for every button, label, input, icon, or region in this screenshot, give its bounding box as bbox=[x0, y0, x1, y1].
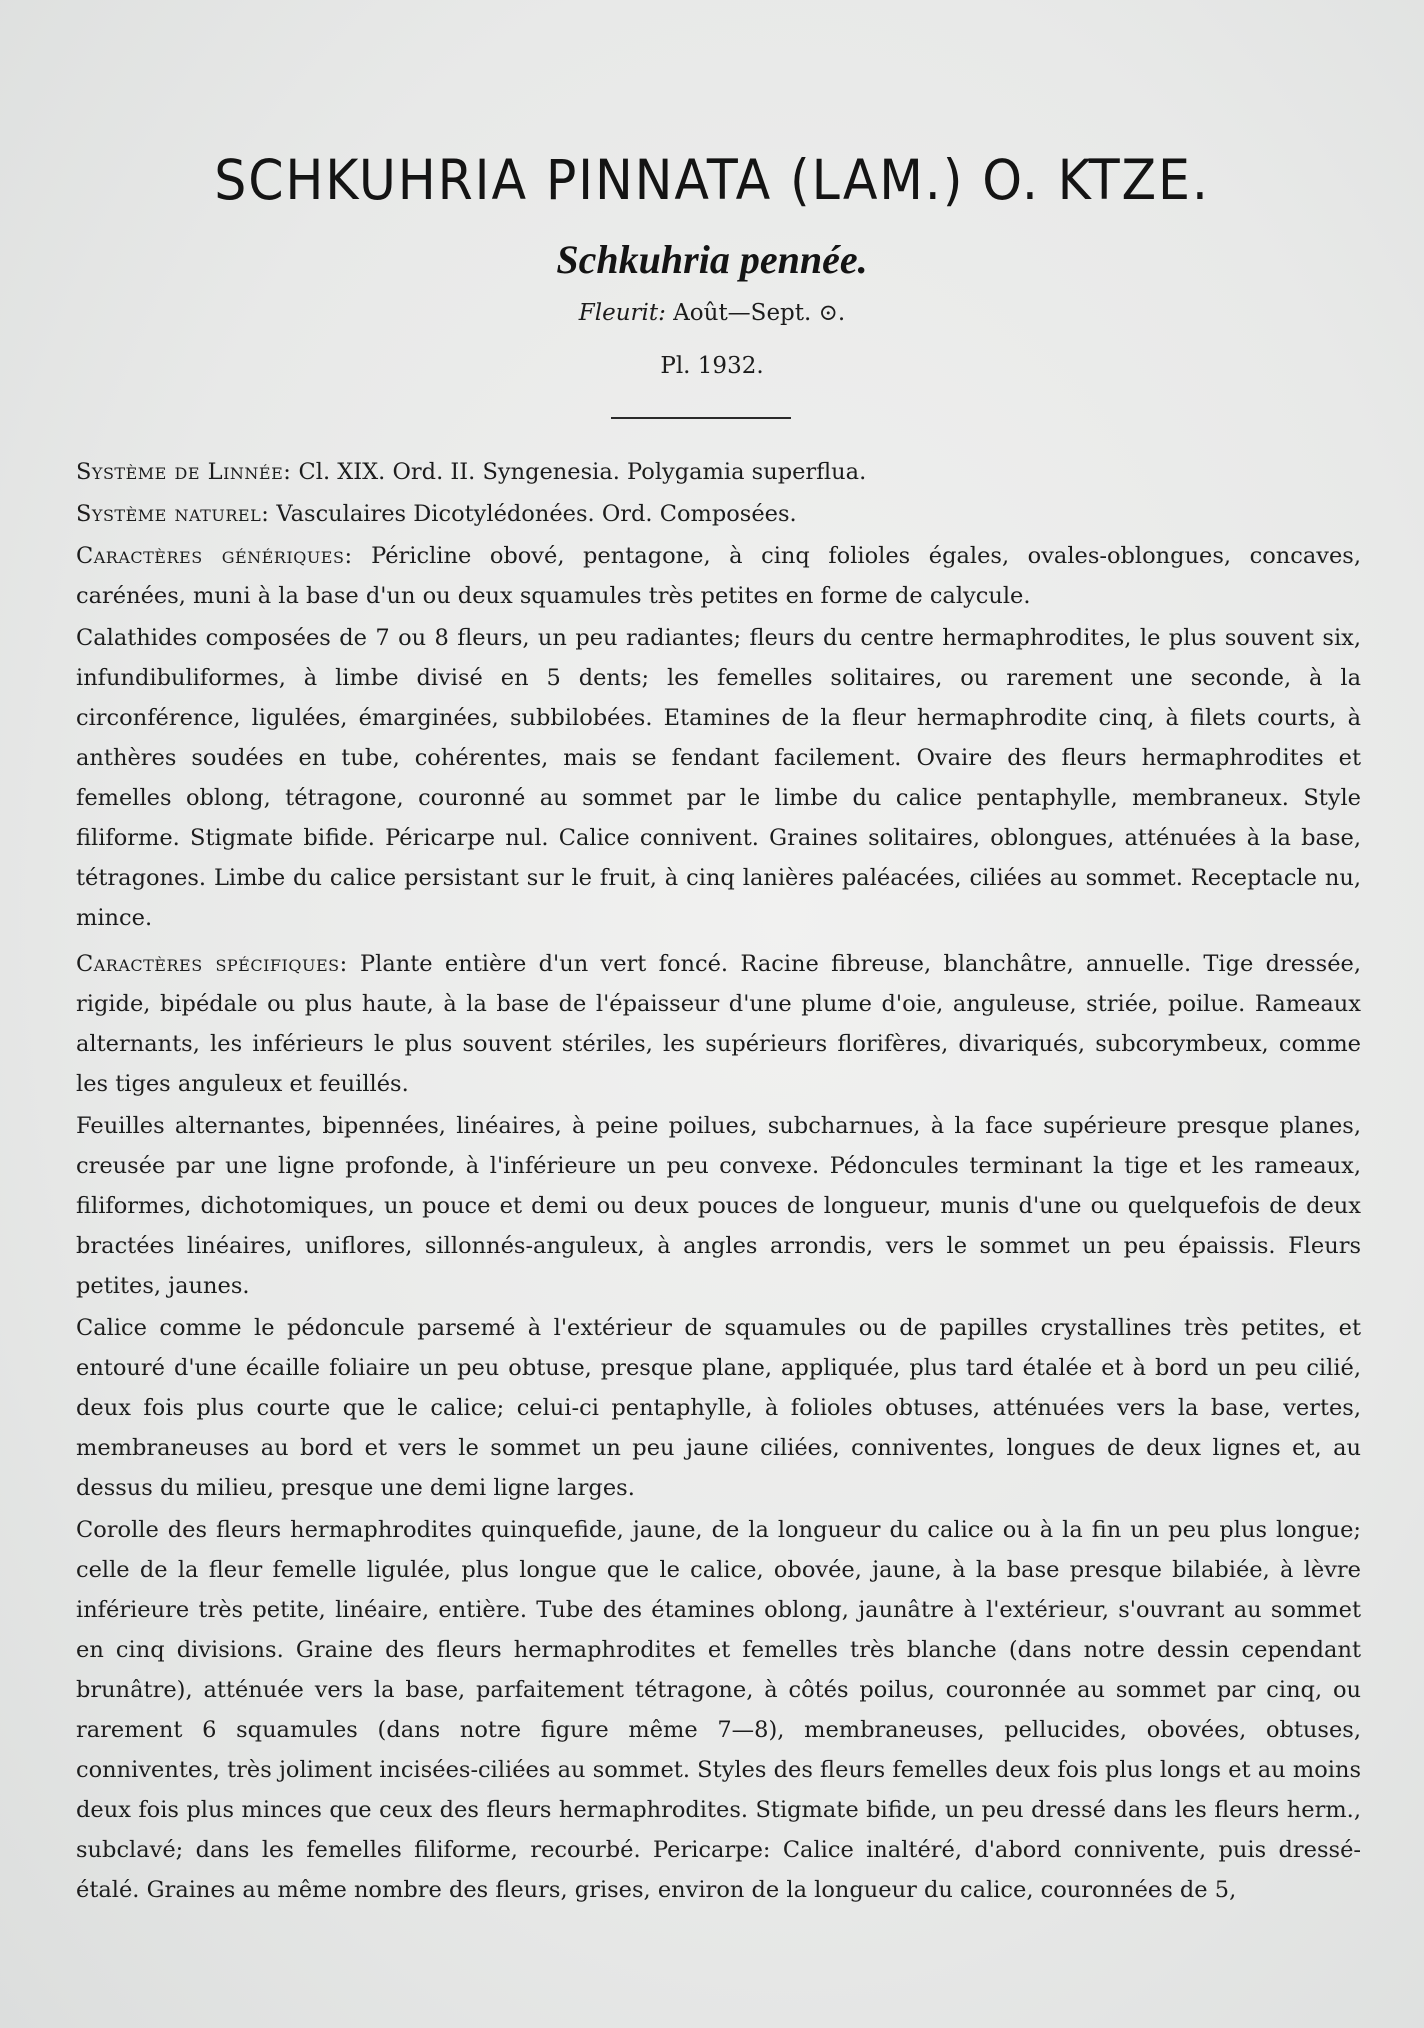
divider-rule bbox=[611, 417, 791, 419]
section-label: Caractères spécifiques: bbox=[76, 951, 348, 977]
section-text: Vasculaires Dicotylédonées. Ord. Composées. bbox=[269, 501, 797, 527]
section-text: Plante entière d'un vert foncé. Racine fibreuse, blanchâtre, annuelle. Tige dressée, rigide, bipédale ou plus haute, à la base de l'épaisseur d'une plume d'oie, anguleuse, striée, poilue. Rameaux alternants, les inférieurs le plus souvent stériles, les supérieurs florifères, divariqués, subcorymbeux, comme les tiges anguleux et feuillés. bbox=[76, 951, 1361, 1097]
bloom-value: Août—Sept. ⊙. bbox=[673, 300, 846, 326]
document-body bbox=[76, 452, 1361, 1910]
section-label: Système naturel: bbox=[76, 501, 270, 527]
paragraph-corolla bbox=[76, 1510, 1361, 1910]
section-label: Caractères génériques: bbox=[76, 543, 353, 569]
paragraph-calyx bbox=[76, 1308, 1361, 1508]
section-label: Système de Linnée: bbox=[76, 459, 292, 485]
bloom-label: Fleurit: bbox=[578, 300, 666, 326]
section-text: Calice comme le pédoncule parsemé à l'extérieur de squamules ou de papilles crystallines très petites, et entouré d'une écaille foliaire un peu obtuse, presque plane, appliquée, plus tard étalée et à bord un peu cilié, deux fois plus courte que le calice; celui-ci pentaphylle, à folioles obtuses, atténuées vers la base, vertes, membraneuses au bord et vers le sommet un peu jaune ciliées, conniventes, longues de deux lignes et, au dessus du milieu, presque une demi ligne larges. bbox=[76, 1315, 1361, 1501]
paragraph-linnaean-system bbox=[76, 452, 1361, 492]
paragraph-generic-characters bbox=[76, 536, 1361, 616]
bloom-period bbox=[0, 300, 1424, 326]
page-title: SCHKUHRIA PINNATA (LAM.) O. KTZE. bbox=[214, 148, 1210, 212]
paragraph-natural-system bbox=[76, 494, 1361, 534]
section-text: Péricline obové, pentagone, à cinq folioles égales, ovales-oblongues, concaves, carénées, muni à la base d'un ou deux squamules très petites en forme de calycule. bbox=[76, 543, 1361, 609]
page-subtitle: Schkuhria pennée. bbox=[556, 237, 868, 282]
paragraph-specific-characters bbox=[76, 944, 1361, 1104]
section-text: Feuilles alternantes, bipennées, linéaires, à peine poilues, subcharnues, à la face supérieure presque planes, creusée par une ligne profonde, à l'inférieure un peu convexe. Pédoncules terminant la tige et les rameaux, filiformes, dichotomiques, un pouce et demi ou deux pouces de longueur, munis d'une ou quelquefois de deux bractées linéaires, uniflores, sillonnés-anguleux, à angles arrondis, vers le sommet un peu épaissis. Fleurs petites, jaunes. bbox=[76, 1113, 1361, 1299]
section-text: Cl. XIX. Ord. II. Syngenesia. Polygamia superflua. bbox=[291, 459, 867, 485]
section-text: Calathides composées de 7 ou 8 fleurs, un peu radiantes; fleurs du centre hermaphrodites, le plus souvent six, infundibuliformes, à limbe divisé en 5 dents; les femelles solitaires, ou rarement une seconde, à la circonférence, ligulées, émarginées, subbilobées. Etamines de la fleur hermaphrodite cinq, à filets courts, à anthères soudées en tube, cohérentes, mais se fendant facilement. Ovaire des fleurs hermaphrodites et femelles oblong, tétragone, couronné au sommet par le limbe du calice pentaphylle, membraneux. Style filiforme. Stigmate bifide. Péricarpe nul. Calice connivent. Graines solitaires, oblongues, atténuées à la base, tétragones. Limbe du calice persistant sur le fruit, à cinq lanières paléacées, ciliées au sommet. Receptacle nu, mince. bbox=[76, 625, 1361, 931]
paragraph-leaves bbox=[76, 1106, 1361, 1306]
section-text: Corolle des fleurs hermaphrodites quinquefide, jaune, de la longueur du calice ou à la fin un peu plus longue; celle de la fleur femelle ligulée, plus longue que le calice, obovée, jaune, à la base presque bilabiée, à lèvre inférieure très petite, linéaire, entière. Tube des étamines oblong, jaunâtre à l'extérieur, s'ouvrant au sommet en cinq divisions. Graine des fleurs hermaphrodites et femelles très blanche (dans notre dessin cependant brunâtre), atténuée vers la base, parfaitement tétragone, à côtés poilus, couronnée au sommet par cinq, ou rarement 6 squamules (dans notre figure même 7—8), membraneuses, pellucides, obovées, obtuses, conniventes, très joliment incisées-ciliées au sommet. Styles des fleurs femelles deux fois plus longs et au moins deux fois plus minces que ceux des fleurs hermaphrodites. Stigmate bifide, un peu dressé dans les fleurs herm., subclavé; dans les femelles filiforme, recourbé. Pericarpe: Calice inaltéré, d'abord connivente, puis dressé-étalé. Graines au même nombre des fleurs, grises, environ de la longueur du calice, couronnées de 5, bbox=[76, 1517, 1361, 1903]
paragraph-calathides bbox=[76, 618, 1361, 938]
plate-number: Pl. 1932. bbox=[660, 353, 764, 379]
